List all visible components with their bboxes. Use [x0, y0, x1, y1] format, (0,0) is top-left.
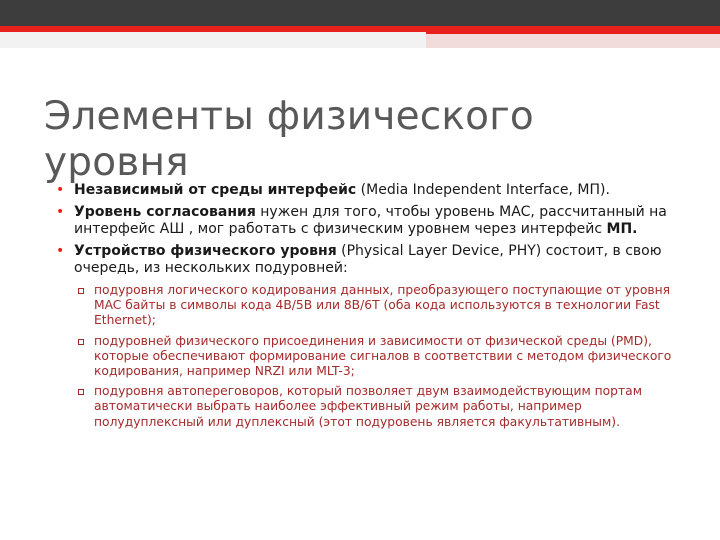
sub-bullet-text: подуровня автопереговоров, который позволяет двум взаимодействующим портам автоматически выбрать наиболее эффективный режим работы, например полудуплексный или дуплексный (этот подуровень является факультативным).	[94, 384, 642, 429]
sub-bullet-list	[74, 283, 684, 430]
sub-bullet-text: подуровня логического кодирования данных, преобразующего поступающие от уровня MAC байты в символы кода 4В/5В или 8В/6Т (оба кода используются в технологии Fast Ethernet);	[94, 283, 671, 328]
slide-title: Элементы физического уровня	[44, 94, 534, 185]
bullet-icon: •	[56, 182, 65, 198]
bullet-icon: •	[56, 204, 65, 220]
square-bullet-icon	[78, 389, 84, 395]
bullet-bold-text: Независимый от среды интерфейс	[74, 182, 357, 198]
sub-bullet-item	[74, 384, 684, 430]
bullet-list	[54, 182, 684, 430]
bullet-item-reconciliation	[54, 204, 684, 238]
top-red-accent-line	[426, 32, 720, 34]
bullet-text: (Media Independent Interface, МП).	[356, 182, 610, 198]
sub-bullet-item	[74, 283, 684, 329]
bullet-bold-text: Устройство физического уровня	[74, 243, 337, 259]
bullet-item-phy	[54, 243, 684, 430]
top-pink-strip	[426, 32, 720, 48]
slide-content	[54, 182, 684, 435]
sub-bullet-item	[74, 334, 684, 380]
sub-bullet-text: подуровней физического присоединения и зависимости от физической среды (PMD), которые обеспечивают формирование сигналов в соответствии с методом физического кодирования, например NRZI или MLT-3;	[94, 333, 672, 379]
top-dark-bar	[0, 0, 720, 26]
bullet-item-mii	[54, 182, 684, 199]
bullet-bold-end: МП.	[606, 221, 638, 237]
bullet-icon: •	[56, 243, 65, 259]
square-bullet-icon	[78, 339, 84, 345]
bullet-bold-text: Уровень согласования	[74, 204, 256, 220]
square-bullet-icon	[78, 288, 84, 294]
bullet-text: нужен для того, чтобы уровень MAC, рассчитанный на интерфейс АШ , мог работать с физическим уровнем через интерфейс	[74, 204, 667, 237]
bullet-text: (Physical Layer Device, PHY) состоит, в свою очередь, из нескольких подуровней:	[74, 243, 662, 276]
top-gray-strip	[0, 32, 426, 48]
